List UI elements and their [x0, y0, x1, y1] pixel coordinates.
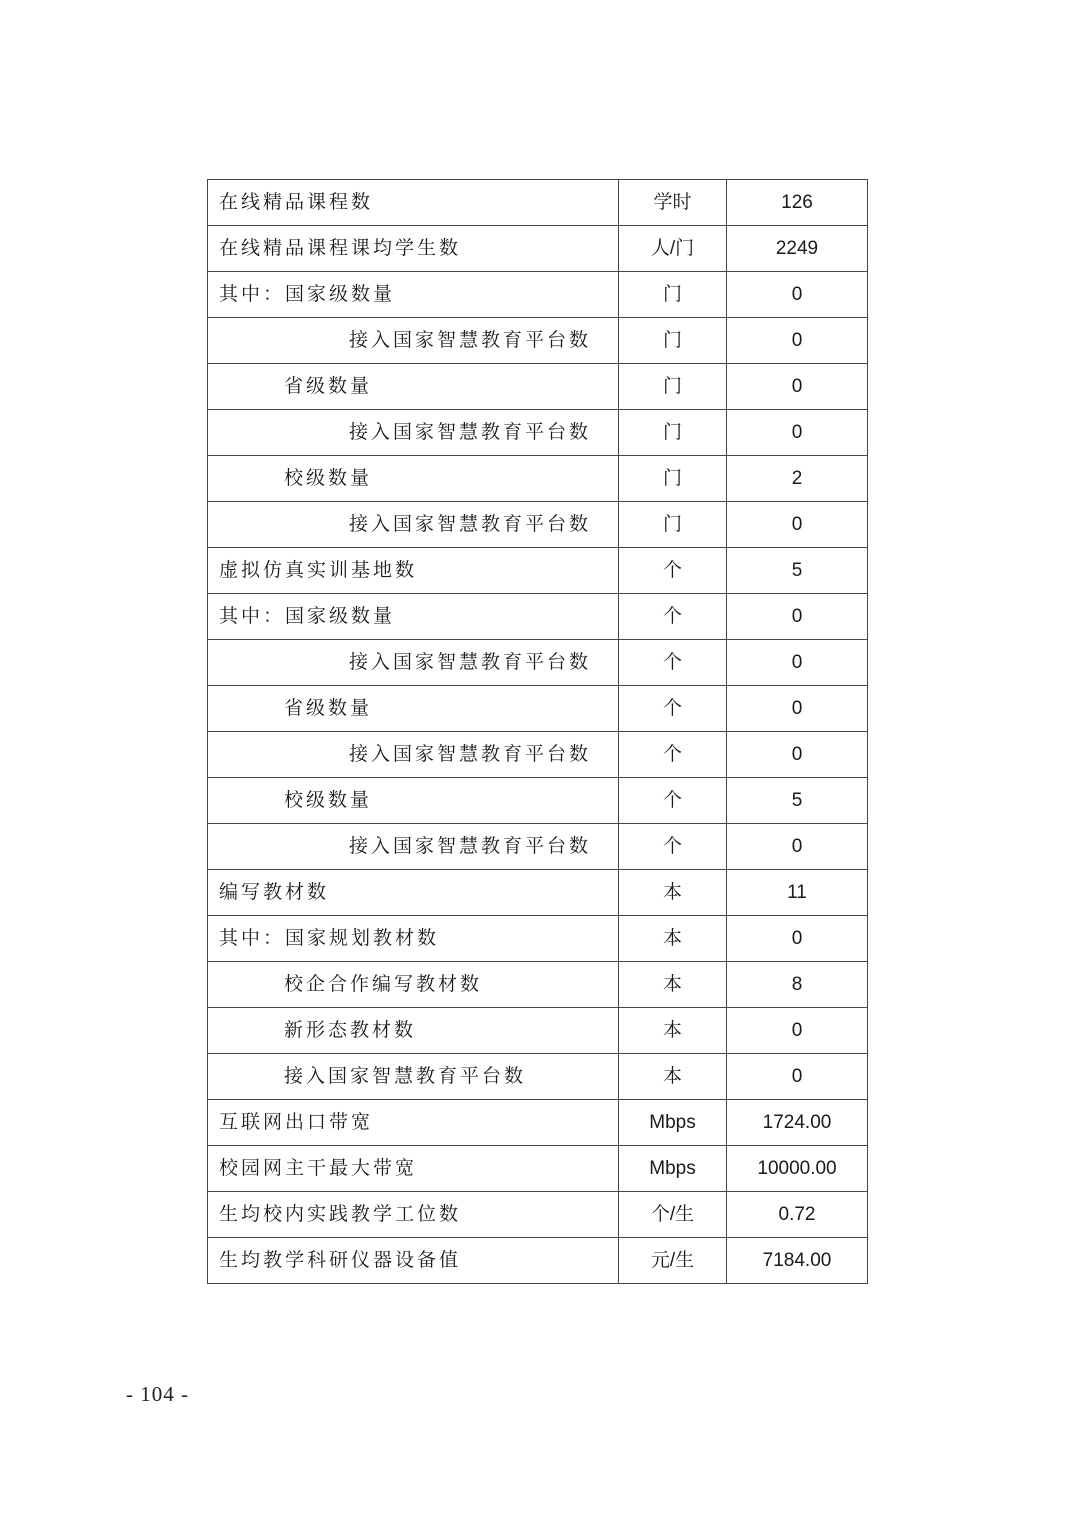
statistics-table-body [208, 180, 868, 1284]
table-row [208, 732, 868, 778]
table-row [208, 364, 868, 410]
table-row [208, 870, 868, 916]
row-value: 0 [727, 1008, 868, 1054]
row-value: 8 [727, 962, 868, 1008]
row-label: 生均教学科研仪器设备值 [208, 1238, 619, 1284]
row-label: 接入国家智慧教育平台数 [208, 502, 619, 548]
row-value: 0 [727, 318, 868, 364]
table-row [208, 1146, 868, 1192]
row-unit: Mbps [619, 1100, 727, 1146]
row-label: 其中：国家规划教材数 [208, 916, 619, 962]
row-unit: 本 [619, 916, 727, 962]
row-label: 接入国家智慧教育平台数 [208, 732, 619, 778]
row-value: 0 [727, 364, 868, 410]
row-label: 生均校内实践教学工位数 [208, 1192, 619, 1238]
row-value: 0 [727, 410, 868, 456]
row-value: 10000.00 [727, 1146, 868, 1192]
row-label: 省级数量 [208, 364, 619, 410]
row-value: 126 [727, 180, 868, 226]
table-row [208, 502, 868, 548]
row-value: 0 [727, 640, 868, 686]
row-label: 编写教材数 [208, 870, 619, 916]
table-row [208, 686, 868, 732]
row-value: 0 [727, 916, 868, 962]
row-label: 校园网主干最大带宽 [208, 1146, 619, 1192]
row-label: 接入国家智慧教育平台数 [208, 410, 619, 456]
table-row [208, 410, 868, 456]
table-row [208, 1238, 868, 1284]
table-row [208, 1100, 868, 1146]
row-label: 接入国家智慧教育平台数 [208, 824, 619, 870]
row-label: 其中：国家级数量 [208, 272, 619, 318]
table-row [208, 180, 868, 226]
table-row [208, 548, 868, 594]
row-unit: 门 [619, 456, 727, 502]
table-row [208, 226, 868, 272]
row-unit: Mbps [619, 1146, 727, 1192]
table-row [208, 318, 868, 364]
row-unit: 门 [619, 272, 727, 318]
row-value: 0 [727, 502, 868, 548]
statistics-table [207, 179, 868, 1284]
row-unit: 本 [619, 962, 727, 1008]
table-row [208, 916, 868, 962]
page-number: - 104 - [126, 1382, 189, 1406]
table-row [208, 962, 868, 1008]
row-unit: 本 [619, 1054, 727, 1100]
row-label: 省级数量 [208, 686, 619, 732]
row-unit: 门 [619, 410, 727, 456]
row-value: 5 [727, 548, 868, 594]
row-unit: 个 [619, 686, 727, 732]
row-value: 11 [727, 870, 868, 916]
row-unit: 学时 [619, 180, 727, 226]
table-row [208, 1192, 868, 1238]
row-label: 互联网出口带宽 [208, 1100, 619, 1146]
row-unit: 个/生 [619, 1192, 727, 1238]
row-unit: 门 [619, 364, 727, 410]
row-value: 5 [727, 778, 868, 824]
table-row [208, 1054, 868, 1100]
table-row [208, 640, 868, 686]
table-row [208, 456, 868, 502]
row-unit: 门 [619, 318, 727, 364]
row-value: 7184.00 [727, 1238, 868, 1284]
table-row [208, 824, 868, 870]
row-label: 校级数量 [208, 778, 619, 824]
row-label: 接入国家智慧教育平台数 [208, 1054, 619, 1100]
row-unit: 本 [619, 1008, 727, 1054]
row-unit: 个 [619, 824, 727, 870]
row-value: 0 [727, 686, 868, 732]
row-value: 0 [727, 824, 868, 870]
row-unit: 个 [619, 594, 727, 640]
row-value: 0.72 [727, 1192, 868, 1238]
row-value: 0 [727, 272, 868, 318]
row-label: 接入国家智慧教育平台数 [208, 318, 619, 364]
row-label: 在线精品课程数 [208, 180, 619, 226]
table-row [208, 778, 868, 824]
row-unit: 元/生 [619, 1238, 727, 1284]
row-value: 0 [727, 594, 868, 640]
row-value: 0 [727, 732, 868, 778]
table-row [208, 1008, 868, 1054]
row-label: 接入国家智慧教育平台数 [208, 640, 619, 686]
row-value: 2249 [727, 226, 868, 272]
row-unit: 个 [619, 732, 727, 778]
row-value: 1724.00 [727, 1100, 868, 1146]
row-label: 虚拟仿真实训基地数 [208, 548, 619, 594]
row-value: 2 [727, 456, 868, 502]
row-unit: 门 [619, 502, 727, 548]
row-value: 0 [727, 1054, 868, 1100]
row-unit: 个 [619, 640, 727, 686]
table-row [208, 594, 868, 640]
row-label: 在线精品课程课均学生数 [208, 226, 619, 272]
row-unit: 个 [619, 778, 727, 824]
row-unit: 本 [619, 870, 727, 916]
table-row [208, 272, 868, 318]
row-label: 校级数量 [208, 456, 619, 502]
row-unit: 人/门 [619, 226, 727, 272]
row-label: 校企合作编写教材数 [208, 962, 619, 1008]
row-unit: 个 [619, 548, 727, 594]
row-label: 新形态教材数 [208, 1008, 619, 1054]
row-label: 其中：国家级数量 [208, 594, 619, 640]
